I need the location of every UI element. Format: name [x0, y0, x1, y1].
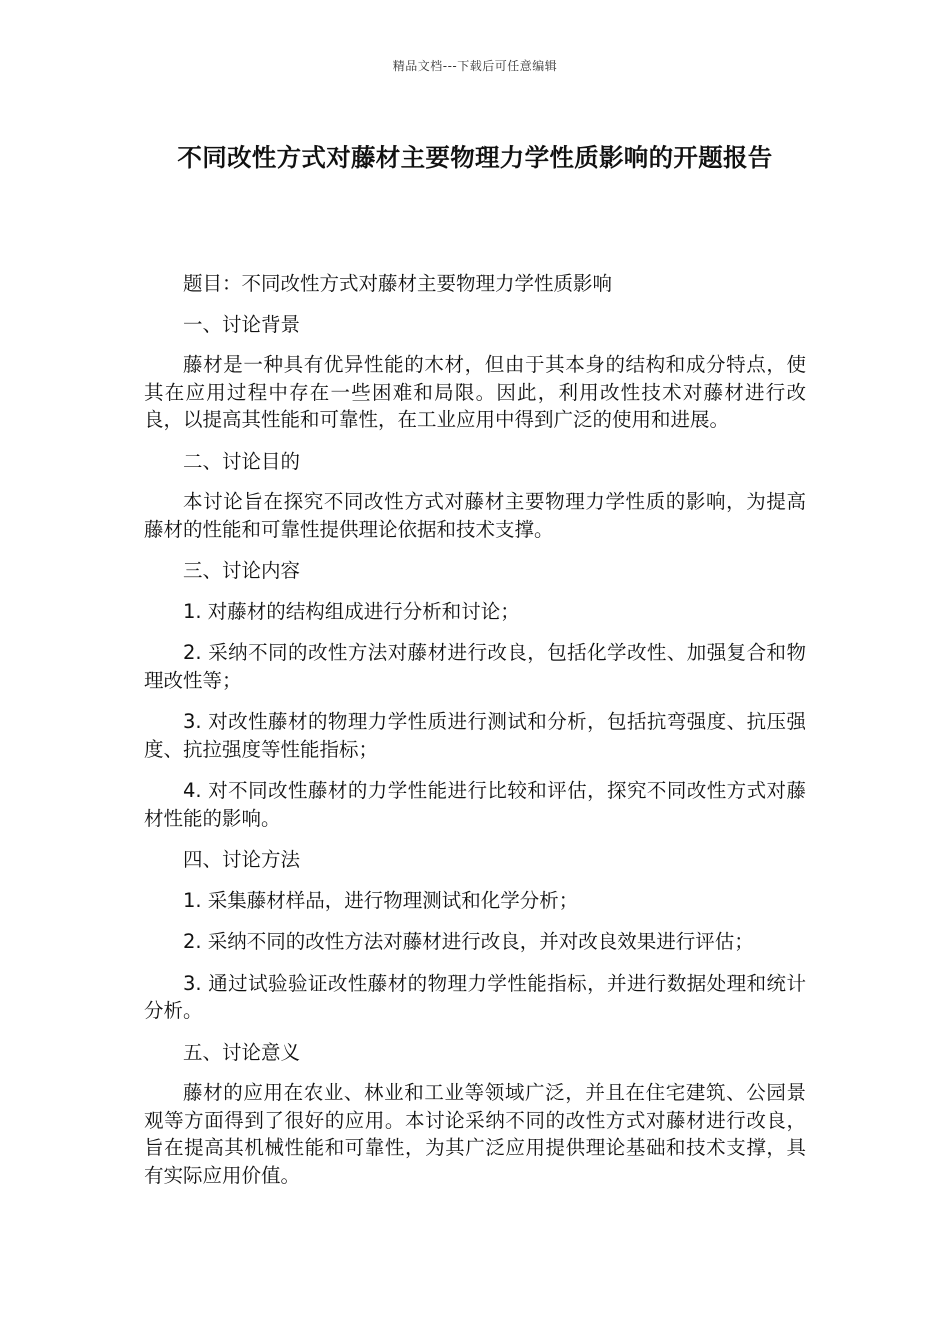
content-item-2: 2. 采纳不同的改性方法对藤材进行改良，包括化学改性、加强复合和物理改性等；	[144, 641, 806, 692]
topic-line: 题目：不同改性方式对藤材主要物理力学性质影响	[183, 272, 613, 295]
background-paragraph: 藤材是一种具有优异性能的木材，但由于其本身的结构和成分特点，使其在应用过程中存在一些困难和局限。因此，利用改性技术对藤材进行改良，以提高其性能和可靠性，在工业应用中得到广泛的使用和进展。	[144, 353, 806, 431]
document-body	[144, 270, 806, 1203]
content-item-4: 4. 对不同改性藤材的力学性能进行比较和评估，探究不同改性方式对藤材性能的影响。	[144, 779, 806, 830]
significance-paragraph: 藤材的应用在农业、林业和工业等领域广泛，并且在住宅建筑、公园景观等方面得到了很好的应用。本讨论采纳不同的改性方式对藤材进行改良，旨在提高其机械性能和可靠性，为其广泛应用提供理论基础和技术支撑，具有实际应用价值。	[144, 1081, 806, 1187]
section-heading-purpose: 二、讨论目的	[183, 449, 301, 473]
header-note: 精品文档---下载后可任意编辑	[392, 59, 558, 73]
purpose-paragraph: 本讨论旨在探究不同改性方式对藤材主要物理力学性质的影响，为提高藤材的性能和可靠性提供理论依据和技术支撑。	[144, 490, 806, 541]
section-heading-content: 三、讨论内容	[183, 559, 301, 582]
document-title: 不同改性方式对藤材主要物理力学性质影响的开题报告	[177, 143, 773, 172]
method-item-3: 3. 通过试验验证改性藤材的物理力学性能指标，并进行数据处理和统计分析。	[144, 971, 806, 1022]
section-heading-background: 一、讨论背景	[183, 312, 301, 336]
content-item-3: 3. 对改性藤材的物理力学性质进行测试和分析，包括抗弯强度、抗压强度、抗拉强度等性能指标；	[144, 710, 806, 761]
method-item-2: 2. 采纳不同的改性方法对藤材进行改良，并对改良效果进行评估；	[183, 930, 754, 953]
section-heading-method: 四、讨论方法	[183, 848, 301, 871]
section-heading-significance: 五、讨论意义	[183, 1040, 301, 1064]
method-item-1: 1. 采集藤材样品，进行物理测试和化学分析；	[183, 888, 579, 912]
content-item-1: 1. 对藤材的结构组成进行分析和讨论；	[183, 599, 520, 623]
